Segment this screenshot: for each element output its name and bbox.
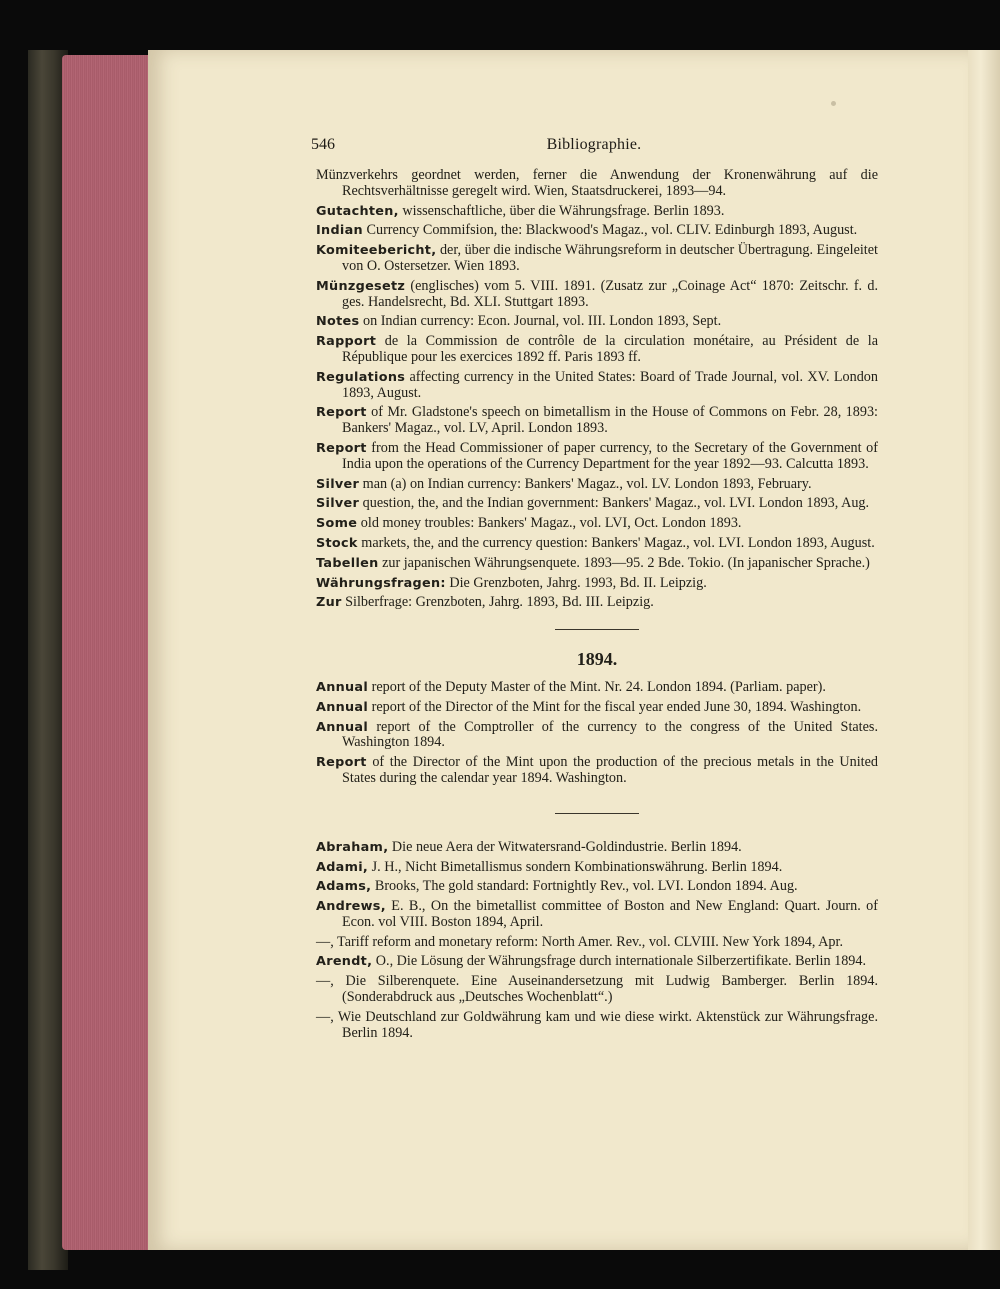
entry-text: —, Die Silberenquete. Eine Auseinandersetzung mit Ludwig Bamberger. Berlin 1894. (Sonderabdruck aus „Deutsches Wochenblatt“.) (316, 973, 878, 1006)
bibliography-entry (316, 700, 878, 716)
entries-1894-authors (316, 840, 878, 1042)
entry-text: J. H., Nicht Bimetallismus sondern Kombinationswährung. Berlin 1894. (368, 858, 783, 875)
entry-keyword: Regulations (316, 369, 406, 385)
entry-keyword: Indian (316, 223, 363, 239)
entry-text: old money troubles: Bankers' Magaz., vol. LVI, Oct. London 1893. (357, 515, 742, 532)
bibliography-entry (316, 954, 878, 970)
paper-spot (831, 101, 836, 106)
bibliography-entry (316, 974, 878, 1006)
running-title: Bibliographie. (546, 136, 642, 153)
entry-keyword: Andrews, (316, 899, 386, 915)
entry-text: report of the Deputy Master of the Mint. Nr. 24. London 1894. (Parliam. paper). (368, 678, 826, 695)
bibliography-entry (316, 840, 878, 856)
entry-keyword: Annual (316, 699, 369, 715)
bibliography-entry (316, 223, 878, 239)
entry-text: zur japanischen Währungsenquete. 1893—95. 2 Bde. Tokio. (In japanischer Sprache.) (378, 554, 870, 571)
entry-keyword: Abraham, (316, 839, 389, 855)
entry-text: wissenschaftliche, über die Währungsfrage. Berlin 1893. (398, 202, 725, 219)
entry-keyword: Rapport (316, 334, 377, 350)
entry-text: question, the, and the Indian government: Bankers' Magaz., vol. LVI. London 1893, Aug. (359, 495, 870, 512)
bibliography-entry (316, 370, 878, 402)
bibliography-entry (316, 334, 878, 366)
entry-keyword: Tabellen (316, 555, 379, 571)
bibliography-entry (316, 1010, 878, 1042)
entry-text: on Indian currency: Econ. Journal, vol. III. London 1893, Sept. (359, 313, 722, 330)
entry-text: Currency Commifsion, the: Blackwood's Magaz., vol. CLIV. Edinburgh 1893, August. (362, 222, 858, 239)
entry-keyword: Annual (316, 679, 369, 695)
entry-keyword: Zur (316, 595, 342, 611)
entries-1893 (316, 168, 878, 611)
entry-text: of the Director of the Mint upon the production of the precious metals in the United States during the calendar year 1894. Washington. (342, 754, 878, 786)
entry-text: of Mr. Gladstone's speech on bimetallism in the House of Commons on Febr. 28, 1893: Bankers' Magaz., vol. LV, April. London 1893. (342, 404, 878, 437)
bibliography-entry (316, 935, 878, 951)
entry-keyword: Komiteebericht, (316, 243, 437, 259)
entry-text: de la Commission de contrôle de la circulation monétaire, au Président de la République pour les exercices 1892 ff. Paris 1893 ff. (342, 333, 878, 365)
entry-text: E. B., On the bimetallist committee of Boston and New England: Quart. Journ. of Econ. vol VIII. Boston 1894, April. (342, 898, 878, 930)
entry-keyword: Report (316, 405, 367, 421)
entry-text: report of the Comptroller of the currency to the congress of the United States. Washington 1894. (342, 718, 878, 751)
bibliography-body (316, 168, 878, 1045)
entry-keyword: Some (316, 516, 358, 532)
bibliography-entry (316, 680, 878, 696)
entry-text: —, Tariff reform and monetary reform: North Amer. Rev., vol. CLVIII. New York 1894, Apr. (316, 933, 844, 950)
bibliography-entry (316, 720, 878, 752)
entry-text: from the Head Commissioner of paper currency, to the Secretary of the Government of India upon the operations of the Currency Department for the year 1892—93. Calcutta 1893. (342, 439, 878, 472)
entry-keyword: Annual (316, 719, 369, 735)
bibliography-entry (316, 243, 878, 275)
entry-text: der, über die indische Währungsreform in deutscher Übertragung. Eingeleitet von O. Ostersetzer. Wien 1893. (342, 242, 878, 274)
entry-keyword: Gutachten, (316, 203, 399, 219)
bibliography-entry (316, 477, 878, 493)
bibliography-entry (316, 595, 878, 611)
bibliography-entry (316, 536, 878, 552)
year-heading: 1894. (576, 649, 618, 670)
bibliography-entry (316, 576, 878, 592)
entry-text: Münzverkehrs geordnet werden, ferner die Anwendung der Kronenwährung auf die Rechtsverhältnisse geregelt wird. Wien, Staatsdruckerei, 1893—94. (316, 167, 878, 199)
bibliography-entry (316, 168, 878, 200)
page-number: 546 (311, 136, 335, 153)
entry-text: Brooks, The gold standard: Fortnightly Rev., vol. LVI. London 1894. Aug. (371, 878, 798, 895)
entry-text: Silberfrage: Grenzboten, Jahrg. 1893, Bd. III. Leipzig. (341, 594, 654, 611)
entry-text: O., Die Lösung der Währungsfrage durch internationale Silberzertifikate. Berlin 1894. (372, 953, 867, 970)
entry-keyword: Adams, (316, 879, 372, 895)
bibliography-entry (316, 755, 878, 787)
bibliography-entry (316, 899, 878, 931)
entry-keyword: Stock (316, 535, 358, 551)
entry-keyword: Notes (316, 314, 360, 330)
entry-text: markets, the, and the currency question: Bankers' Magaz., vol. LVI. London 1893, August. (357, 534, 875, 551)
entry-text: report of the Director of the Mint for the fiscal year ended June 30, 1894. Washington. (368, 698, 862, 715)
entry-keyword: Report (316, 440, 367, 456)
facing-page-edge (968, 50, 1000, 1250)
entry-keyword: Münzgesetz (316, 278, 406, 294)
bibliography-entry (316, 204, 878, 220)
section-rule (555, 813, 639, 814)
section-rule (555, 629, 639, 630)
entry-text: —, Wie Deutschland zur Goldwährung kam und wie diese wirkt. Aktenstück zur Währungsfrage. Berlin 1894. (316, 1008, 878, 1041)
running-header (311, 136, 877, 158)
entry-keyword: Silver (316, 476, 360, 492)
entry-text: man (a) on Indian currency: Bankers' Magaz., vol. LV. London 1893, February. (359, 475, 812, 492)
page-stack-edge (62, 55, 150, 1250)
bibliography-entry (316, 496, 878, 512)
entry-text: Die Grenzboten, Jahrg. 1993, Bd. II. Leipzig. (445, 574, 707, 591)
entry-keyword: Adami, (316, 859, 369, 875)
entry-keyword: Währungsfragen: (316, 575, 446, 591)
bibliography-entry (316, 405, 878, 437)
entry-text: Die neue Aera der Witwatersrand-Goldindustrie. Berlin 1894. (388, 838, 742, 855)
entry-keyword: Arendt, (316, 954, 373, 970)
entry-text: (englisches) vom 5. VIII. 1891. (Zusatz zur „Coinage Act“ 1870: Zeitschr. f. d. ges. Handelsrecht, Bd. XLI. Stuttgart 1893. (342, 277, 878, 310)
bibliography-entry (316, 441, 878, 473)
entries-1894-reports (316, 680, 878, 787)
bibliography-entry (316, 516, 878, 532)
bibliography-entry (316, 314, 878, 330)
bibliography-entry (316, 860, 878, 876)
entry-text: affecting currency in the United States: Board of Trade Journal, vol. XV. London 1893, August. (342, 368, 878, 401)
bibliography-entry (316, 879, 878, 895)
bibliography-entry (316, 556, 878, 572)
entry-keyword: Silver (316, 496, 360, 512)
bibliography-entry (316, 279, 878, 311)
entry-keyword: Report (316, 755, 367, 771)
